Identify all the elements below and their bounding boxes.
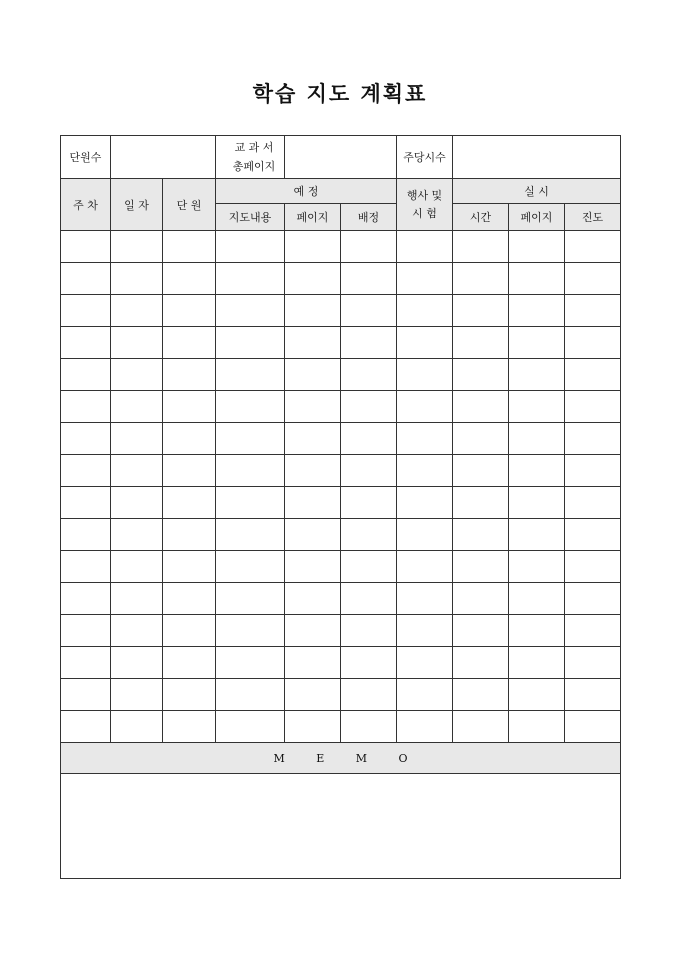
table-cell[interactable] <box>216 423 285 455</box>
table-cell[interactable] <box>163 647 216 679</box>
table-cell[interactable] <box>61 455 111 487</box>
table-cell[interactable] <box>453 647 509 679</box>
table-cell[interactable] <box>61 263 111 295</box>
table-cell[interactable] <box>341 583 397 615</box>
table-row <box>61 615 621 647</box>
table-row <box>61 711 621 743</box>
table-cell[interactable] <box>565 423 621 455</box>
table-cell[interactable] <box>509 551 565 583</box>
table-cell[interactable] <box>453 551 509 583</box>
table-cell[interactable] <box>509 487 565 519</box>
table-cell[interactable] <box>285 295 341 327</box>
units-label: 단원수 <box>61 136 111 179</box>
table-cell[interactable] <box>341 327 397 359</box>
table-cell[interactable] <box>341 359 397 391</box>
textbook-label-line2: 총페이지 <box>232 160 276 173</box>
table-cell[interactable] <box>397 647 453 679</box>
table-cell[interactable] <box>61 615 111 647</box>
table-cell[interactable] <box>341 487 397 519</box>
header-date: 일 자 <box>111 179 163 231</box>
table-cell[interactable] <box>285 231 341 263</box>
table-cell[interactable] <box>509 519 565 551</box>
table-cell[interactable] <box>397 551 453 583</box>
header-actual-time: 시간 <box>453 204 509 231</box>
table-cell[interactable] <box>111 231 163 263</box>
table-cell[interactable] <box>565 519 621 551</box>
table-cell[interactable] <box>111 615 163 647</box>
units-value-cell[interactable] <box>111 136 216 179</box>
memo-area[interactable] <box>61 774 621 879</box>
table-cell[interactable] <box>509 391 565 423</box>
weekly-hours-label: 주당시수 <box>397 136 453 179</box>
table-cell[interactable] <box>216 391 285 423</box>
table-cell[interactable] <box>216 295 285 327</box>
table-cell[interactable] <box>285 615 341 647</box>
table-cell[interactable] <box>397 583 453 615</box>
table-cell[interactable] <box>111 551 163 583</box>
table-cell[interactable] <box>341 455 397 487</box>
table-cell[interactable] <box>111 327 163 359</box>
table-cell[interactable] <box>285 391 341 423</box>
table-cell[interactable] <box>509 423 565 455</box>
table-cell[interactable] <box>565 583 621 615</box>
table-cell[interactable] <box>111 423 163 455</box>
header-plan-allocation: 배정 <box>341 204 397 231</box>
table-cell[interactable] <box>216 359 285 391</box>
table-cell[interactable] <box>565 231 621 263</box>
table-row <box>61 263 621 295</box>
table-cell[interactable] <box>565 359 621 391</box>
table-cell[interactable] <box>397 487 453 519</box>
table-cell[interactable] <box>397 615 453 647</box>
table-cell[interactable] <box>216 487 285 519</box>
table-cell[interactable] <box>111 583 163 615</box>
table-cell[interactable] <box>453 327 509 359</box>
header-plan-content: 지도내용 <box>216 204 285 231</box>
table-cell[interactable] <box>163 487 216 519</box>
memo-header-row <box>61 743 621 774</box>
table-cell[interactable] <box>61 327 111 359</box>
table-cell[interactable] <box>397 263 453 295</box>
table-cell[interactable] <box>163 423 216 455</box>
table-cell[interactable] <box>216 327 285 359</box>
table-cell[interactable] <box>509 327 565 359</box>
table-row <box>61 519 621 551</box>
table-cell[interactable] <box>341 615 397 647</box>
table-cell[interactable] <box>509 711 565 743</box>
table-cell[interactable] <box>509 615 565 647</box>
table-cell[interactable] <box>163 519 216 551</box>
table-cell[interactable] <box>61 487 111 519</box>
table-cell[interactable] <box>453 263 509 295</box>
header-plan-group: 예 정 <box>216 179 397 204</box>
table-cell[interactable] <box>397 519 453 551</box>
table-row <box>61 679 621 711</box>
table-cell[interactable] <box>565 263 621 295</box>
page-title: 학습 지도 계획표 <box>252 81 428 106</box>
table-cell[interactable] <box>565 679 621 711</box>
table-cell[interactable] <box>453 359 509 391</box>
table-cell[interactable] <box>216 519 285 551</box>
table-cell[interactable] <box>565 615 621 647</box>
table-cell[interactable] <box>341 263 397 295</box>
table-cell[interactable] <box>285 519 341 551</box>
info-row <box>61 136 621 179</box>
table-cell[interactable] <box>61 391 111 423</box>
table-row <box>61 359 621 391</box>
table-cell[interactable] <box>453 583 509 615</box>
table-cell[interactable] <box>285 327 341 359</box>
header-actual-page: 페이지 <box>509 204 565 231</box>
table-cell[interactable] <box>216 551 285 583</box>
table-cell[interactable] <box>285 679 341 711</box>
table-cell[interactable] <box>216 455 285 487</box>
table-cell[interactable] <box>216 679 285 711</box>
table-cell[interactable] <box>397 359 453 391</box>
table-row <box>61 295 621 327</box>
table-cell[interactable] <box>61 583 111 615</box>
table-cell[interactable] <box>61 359 111 391</box>
header-week: 주 차 <box>61 179 111 231</box>
plan-table <box>60 135 621 879</box>
table-cell[interactable] <box>397 679 453 711</box>
memo-body-row <box>61 774 621 879</box>
table-cell[interactable] <box>163 231 216 263</box>
weekly-hours-value-cell[interactable] <box>453 136 621 179</box>
textbook-pages-label <box>216 136 285 179</box>
table-cell[interactable] <box>341 551 397 583</box>
table-cell[interactable] <box>453 423 509 455</box>
table-row <box>61 327 621 359</box>
table-cell[interactable] <box>565 455 621 487</box>
table-cell[interactable] <box>397 423 453 455</box>
table-cell[interactable] <box>509 455 565 487</box>
table-cell[interactable] <box>61 551 111 583</box>
table-row <box>61 423 621 455</box>
table-row <box>61 583 621 615</box>
table-row <box>61 551 621 583</box>
table-cell[interactable] <box>509 231 565 263</box>
table-cell[interactable] <box>163 711 216 743</box>
table-cell[interactable] <box>163 391 216 423</box>
table-cell[interactable] <box>61 679 111 711</box>
table-cell[interactable] <box>61 647 111 679</box>
table-cell[interactable] <box>285 359 341 391</box>
header-plan-page: 페이지 <box>285 204 341 231</box>
table-cell[interactable] <box>285 551 341 583</box>
table-cell[interactable] <box>163 327 216 359</box>
table-cell[interactable] <box>341 391 397 423</box>
table-row <box>61 647 621 679</box>
table-cell[interactable] <box>163 615 216 647</box>
table-cell[interactable] <box>397 391 453 423</box>
table-cell[interactable] <box>565 391 621 423</box>
header-unit: 단 원 <box>163 179 216 231</box>
table-cell[interactable] <box>111 263 163 295</box>
table-cell[interactable] <box>341 231 397 263</box>
table-cell[interactable] <box>453 455 509 487</box>
table-cell[interactable] <box>397 711 453 743</box>
table-cell[interactable] <box>397 455 453 487</box>
table-cell[interactable] <box>341 647 397 679</box>
table-cell[interactable] <box>111 455 163 487</box>
table-cell[interactable] <box>565 711 621 743</box>
table-cell[interactable] <box>163 455 216 487</box>
table-cell[interactable] <box>163 295 216 327</box>
header-row-1 <box>61 179 621 204</box>
table-cell[interactable] <box>565 327 621 359</box>
table-cell[interactable] <box>111 487 163 519</box>
header-event-line1: 행사 및 <box>406 188 443 202</box>
table-cell[interactable] <box>341 295 397 327</box>
header-event-line2: 시 험 <box>412 206 437 220</box>
table-cell[interactable] <box>61 519 111 551</box>
table-cell[interactable] <box>285 455 341 487</box>
table-cell[interactable] <box>216 647 285 679</box>
table-cell[interactable] <box>509 295 565 327</box>
table-cell[interactable] <box>163 583 216 615</box>
table-cell[interactable] <box>397 327 453 359</box>
table-cell[interactable] <box>341 423 397 455</box>
table-cell[interactable] <box>216 711 285 743</box>
table-cell[interactable] <box>61 231 111 263</box>
table-cell[interactable] <box>453 519 509 551</box>
table-row <box>61 455 621 487</box>
table-cell[interactable] <box>509 263 565 295</box>
table-cell[interactable] <box>111 391 163 423</box>
table-cell[interactable] <box>163 679 216 711</box>
table-cell[interactable] <box>509 583 565 615</box>
memo-label: M E M O <box>61 743 621 774</box>
table-cell[interactable] <box>111 679 163 711</box>
table-cell[interactable] <box>216 231 285 263</box>
table-cell[interactable] <box>216 583 285 615</box>
table-row <box>61 231 621 263</box>
table-cell[interactable] <box>565 295 621 327</box>
table-cell[interactable] <box>509 679 565 711</box>
table-cell[interactable] <box>285 583 341 615</box>
table-cell[interactable] <box>61 295 111 327</box>
table-cell[interactable] <box>111 359 163 391</box>
table-cell[interactable] <box>453 615 509 647</box>
table-cell[interactable] <box>341 679 397 711</box>
header-actual-group: 실 시 <box>453 179 621 204</box>
table-cell[interactable] <box>565 551 621 583</box>
table-cell[interactable] <box>163 551 216 583</box>
table-cell[interactable] <box>61 711 111 743</box>
table-cell[interactable] <box>285 487 341 519</box>
table-cell[interactable] <box>453 295 509 327</box>
table-cell[interactable] <box>285 423 341 455</box>
table-row <box>61 391 621 423</box>
textbook-pages-value-cell[interactable] <box>285 136 397 179</box>
table-cell[interactable] <box>111 295 163 327</box>
table-cell[interactable] <box>397 295 453 327</box>
table-row <box>61 487 621 519</box>
table-cell[interactable] <box>565 647 621 679</box>
table-cell[interactable] <box>111 647 163 679</box>
table-cell[interactable] <box>216 615 285 647</box>
table-cell[interactable] <box>61 423 111 455</box>
table-cell[interactable] <box>285 711 341 743</box>
table-cell[interactable] <box>285 263 341 295</box>
table-cell[interactable] <box>453 391 509 423</box>
table-cell[interactable] <box>453 679 509 711</box>
table-cell[interactable] <box>111 519 163 551</box>
table-cell[interactable] <box>285 647 341 679</box>
table-cell[interactable] <box>163 359 216 391</box>
table-cell[interactable] <box>565 487 621 519</box>
table-cell[interactable] <box>397 231 453 263</box>
table-cell[interactable] <box>453 711 509 743</box>
table-cell[interactable] <box>341 711 397 743</box>
header-event <box>397 179 453 231</box>
table-cell[interactable] <box>453 231 509 263</box>
table-cell[interactable] <box>453 487 509 519</box>
textbook-label-line1: 교 과 서 <box>234 141 274 154</box>
data-rows <box>61 231 621 743</box>
table-cell[interactable] <box>509 647 565 679</box>
header-actual-progress: 진도 <box>565 204 621 231</box>
table-cell[interactable] <box>341 519 397 551</box>
table-cell[interactable] <box>509 359 565 391</box>
table-cell[interactable] <box>111 711 163 743</box>
table-cell[interactable] <box>216 263 285 295</box>
table-cell[interactable] <box>163 263 216 295</box>
